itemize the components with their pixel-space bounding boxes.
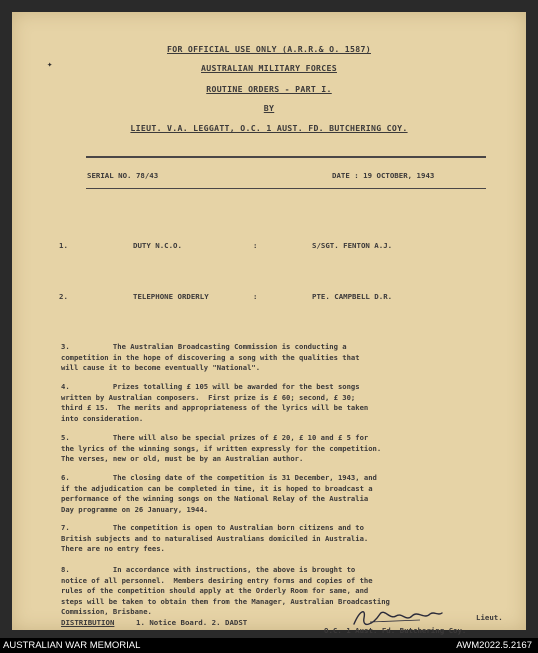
by-line: BY (263, 103, 275, 113)
ink-mark: ✦ (47, 60, 53, 70)
top-rule (86, 156, 486, 158)
closing-unit: O.C. 1 Aust. Fd. Butchering Coy. (324, 626, 467, 635)
duty-title: DUTY N.C.O. (133, 241, 182, 250)
duty-separator: : (253, 241, 258, 250)
closing-rank: Lieut. (476, 613, 503, 622)
footer-bar (0, 638, 538, 653)
document-page (12, 12, 526, 635)
paragraph-7: 7. The competition is open to Australian born citizens and to British subjects and to naturalised Australians domiciled in Australia. There are no entry fees. (61, 523, 369, 554)
footer-institution: AUSTRALIAN WAR MEMORIAL (3, 640, 141, 651)
forces-line: AUSTRALIAN MILITARY FORCES (201, 63, 337, 73)
telephone-number: 2. (59, 292, 68, 301)
paragraph-5: 5. There will also be special prizes of £ 20, £ 10 and £ 5 for the lyrics of the winning songs, if written expressly for the competition. The verses, new or old, must be by an Australian author. (61, 433, 382, 464)
order-date: DATE : 19 OCTOBER, 1943 (332, 171, 435, 180)
telephone-separator: : (253, 292, 258, 301)
paragraph-8: 8. In accordance with instructions, the above is brought to notice of all personnel. Members desiring entry forms and copies of the rules of the competition should apply at the Orderly Room for same, and steps will be taken to obtain them from the Manager, Australian Broadcasting Commission, Brisbane. (61, 565, 390, 617)
signature-image (350, 604, 446, 630)
duty-number: 1. (59, 241, 68, 250)
footer-accession: AWM2022.5.2167 (456, 640, 532, 651)
duty-person: S/SGT. FENTON A.J. (312, 241, 393, 250)
telephone-title: TELEPHONE ORDERLY (133, 292, 209, 301)
paragraph-3: 3. The Australian Broadcasting Commission is conducting a competition in the hope of discovering a song with the qualities that will cause it to become eventually "National". (61, 342, 360, 373)
bottom-rule (86, 188, 486, 189)
officer-line: LIEUT. V.A. LEGGATT, O.C. 1 AUST. FD. BUTCHERING COY. (130, 123, 408, 133)
telephone-person: PTE. CAMPBELL D.R. (312, 292, 393, 301)
paragraph-4: 4. Prizes totalling £ 105 will be awarded for the best songs written by Australian composers. First prize is £ 60; second, £ 30; third £ 15. The merits and appropriateness of the lyrics will be taken into consideration. (61, 382, 369, 423)
distribution-label: DISTRIBUTION (61, 618, 115, 627)
paragraph-6: 6. The closing date of the competition is 31 December, 1943, and if the adjudication can be completed in time, it is hoped to broadcast a performance of the winning songs on the National Relay of the Australia Day programme on 26 January, 1944. (61, 473, 377, 514)
distribution-items: 1. Notice Board. 2. DADST (136, 618, 248, 627)
serial-number: SERIAL NO. 78/43 (87, 171, 159, 180)
classification-line: FOR OFFICIAL USE ONLY (A.R.R.& O. 1587) (167, 44, 371, 54)
orders-line: ROUTINE ORDERS - PART I. (206, 84, 332, 94)
